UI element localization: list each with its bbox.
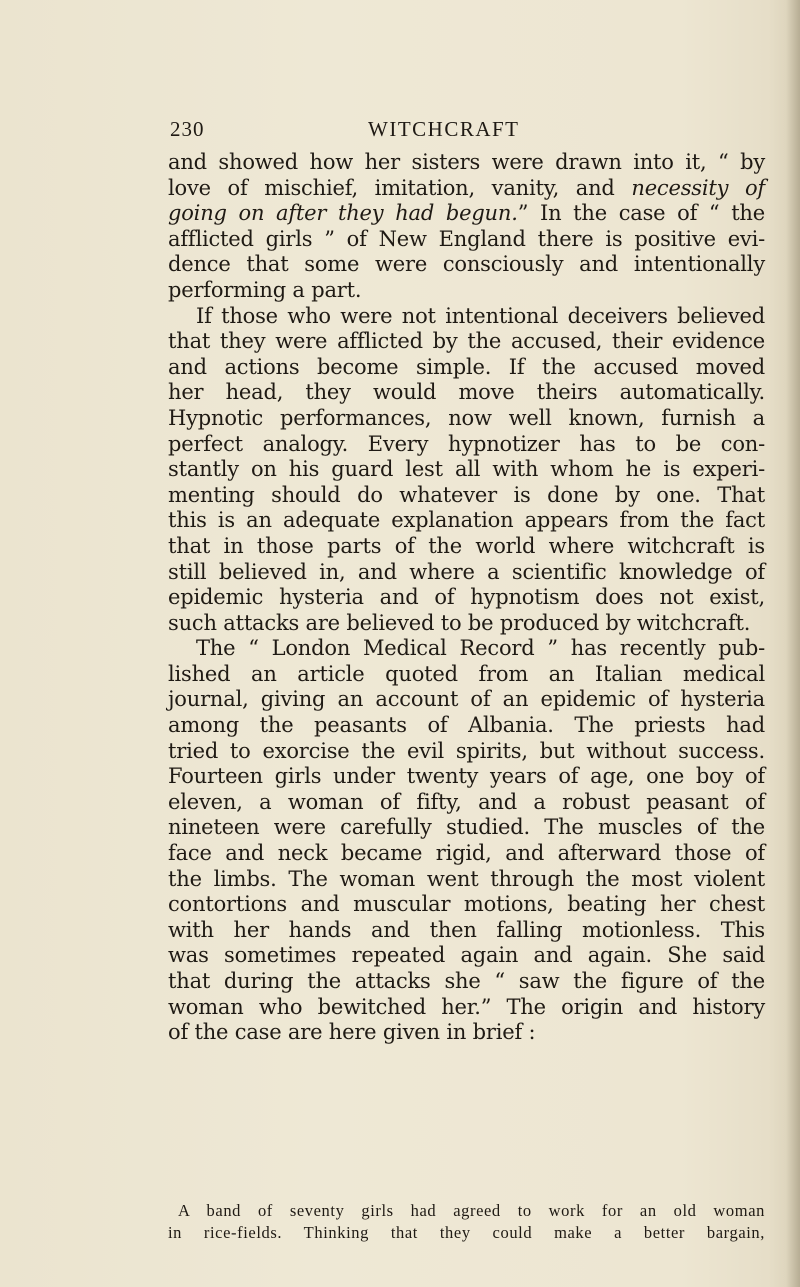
text-line: the limbs. The woman went through the most violent (168, 866, 765, 891)
page-number: 230 (170, 117, 205, 141)
text-line: that in those parts of the world where witchcraft is (168, 533, 765, 558)
text-line: performing a part. (168, 277, 362, 302)
text-line: lished an article quoted from an Italian medical (168, 661, 765, 686)
text-line: woman who bewitched her.” The origin and history (168, 994, 765, 1019)
text-line: of the case are here given in brief : (168, 1020, 536, 1045)
italic-phrase: going on after they had begun. (168, 201, 518, 226)
text-line: was sometimes repeated again and again. She said (168, 943, 765, 968)
text-line: The “ London Medical Record ” has recently pub- (196, 636, 765, 661)
text-line: dence that some were consciously and intentionally (168, 252, 765, 277)
running-head-title: WITCHCRAFT (368, 117, 520, 141)
text-line: still believed in, and where a scientific knowledge of (168, 559, 765, 584)
text-line: that they were afflicted by the accused, their evidence (168, 329, 765, 354)
text-line: tried to exorcise the evil spirits, but without success. (168, 738, 765, 763)
text-line: nineteen were carefully studied. The muscles of the (168, 815, 765, 840)
italic-phrase: necessity of (631, 175, 765, 200)
text-line (168, 176, 765, 202)
text-line: her head, they would move theirs automatically. (168, 380, 765, 405)
text-line: journal, giving an account of an epidemic of hysteria (168, 687, 765, 712)
text-line: stantly on his guard lest all with whom he is experi- (168, 457, 765, 482)
text-line: with her hands and then falling motionless. This (168, 917, 765, 942)
text-line: contortions and muscular motions, beating her chest (168, 892, 765, 917)
text-line: and showed how her sisters were drawn into it, “ by (168, 150, 765, 174)
text-line: afflicted girls ” of New England there is positive evi- (168, 226, 765, 251)
body-text (168, 150, 765, 1046)
text-line: and actions become simple. If the accused moved (168, 354, 765, 379)
text-segment: ” In the case of “ the (517, 201, 765, 226)
text-line: eleven, a woman of fifty, and a robust peasant of (168, 789, 765, 814)
excerpt-line: A band of seventy girls had agreed to work for an old woman (178, 1201, 765, 1220)
text-line: such attacks are believed to be produced by witchcraft. (168, 610, 751, 635)
text-line: that during the attacks she “ saw the figure of the (168, 969, 765, 993)
text-line: Fourteen girls under twenty years of age, one boy of (168, 764, 765, 789)
text-line: perfect analogy. Every hypnotizer has to be con- (168, 431, 765, 456)
text-line: face and neck became rigid, and afterward those of (168, 841, 765, 866)
text-line: menting should do whatever is done by one. That (168, 482, 765, 507)
excerpt-line: in rice-fields. Thinking that they could make a better bargain, (168, 1223, 765, 1242)
text-line: this is an adequate explanation appears from the fact (168, 508, 765, 533)
text-line: epidemic hysteria and of hypnotism does not exist, (168, 585, 765, 610)
excerpt-block (168, 1200, 765, 1244)
text-line: Hypnotic performances, now well known, furnish a (168, 405, 765, 430)
text-line (168, 201, 765, 227)
text-line: If those who were not intentional deceivers believed (196, 303, 765, 328)
text-segment: love of mischief, imitation, vanity, and (168, 175, 632, 200)
text-line: among the peasants of Albania. The priests had (168, 713, 765, 738)
page-edge-shadow (786, 0, 800, 1287)
running-head (170, 117, 730, 147)
